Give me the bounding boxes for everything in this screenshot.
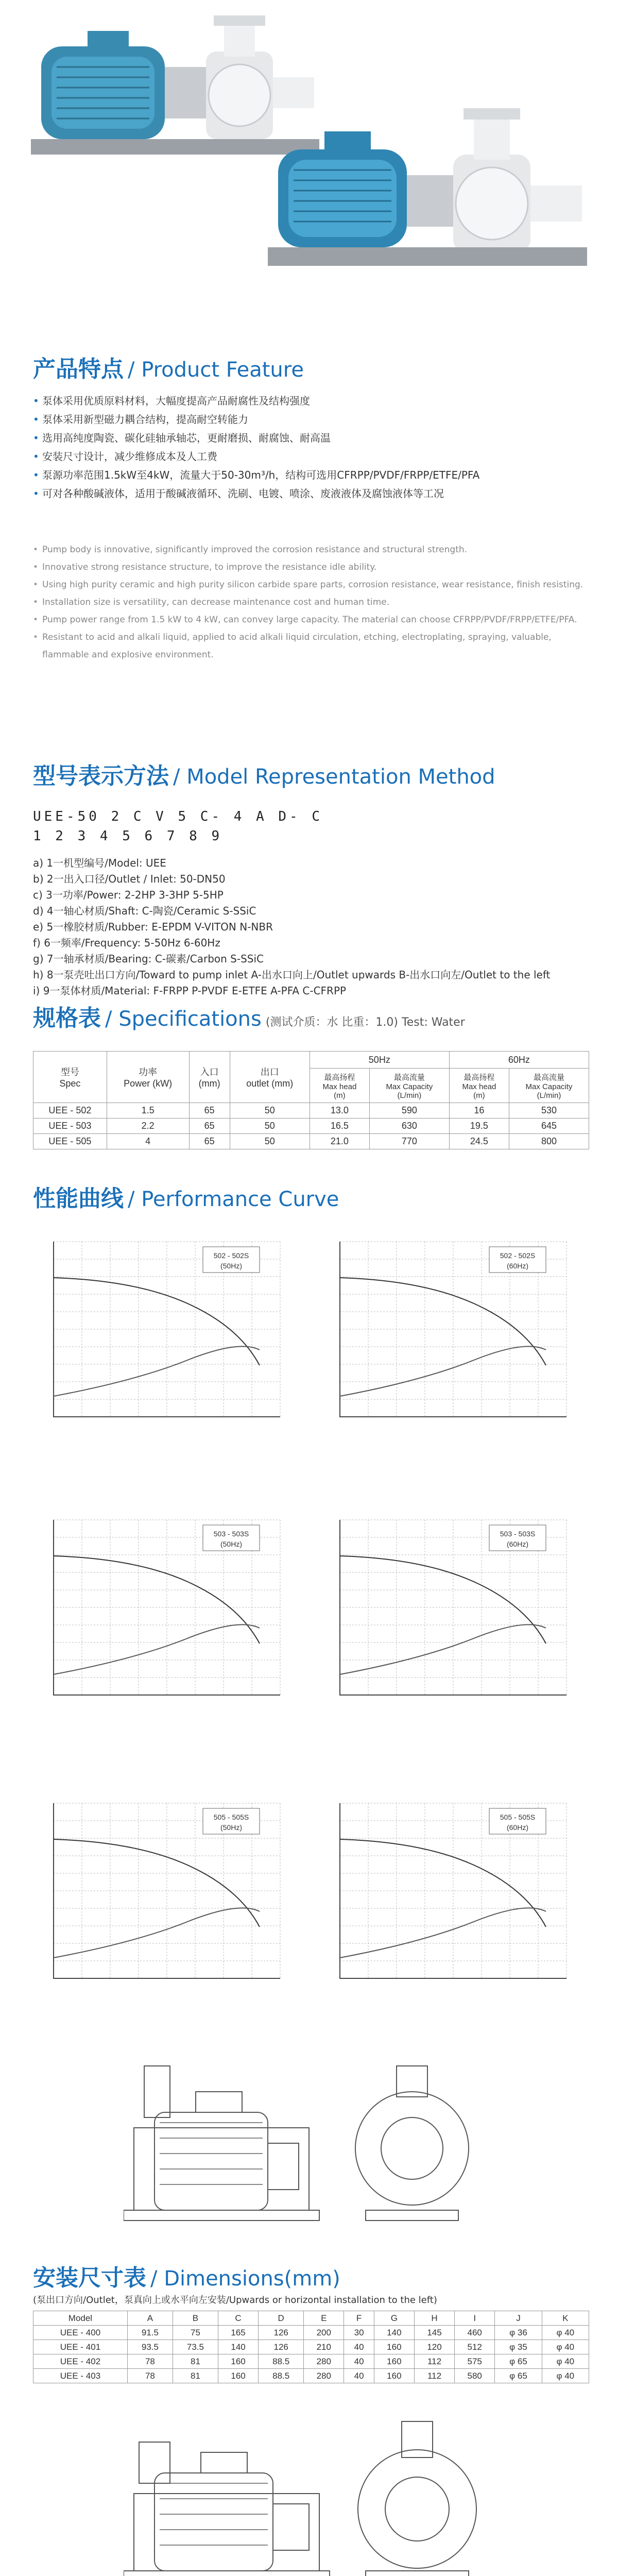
cell: 280 <box>304 2354 344 2369</box>
header-cell: Model <box>33 2311 128 2326</box>
cell: 2.2 <box>107 1118 189 1134</box>
table-row <box>33 1118 589 1134</box>
feature-item: • 泵源功率范围1.5kW至4kW，流量大于50-30m³/h，结构可选用CFRPP/PVDF/FRPP/ETFE/PFA <box>33 466 589 484</box>
cell: 16 <box>449 1103 509 1118</box>
cell: UEE - 400 <box>33 2326 128 2340</box>
power-curve <box>340 1346 546 1396</box>
curve-label: (60Hz) <box>506 1823 529 1832</box>
cell: 645 <box>509 1118 589 1134</box>
cell: 140 <box>218 2340 258 2354</box>
head-curve <box>340 1839 546 1927</box>
model-title: 型号表示方法 / Model Representation Method <box>33 763 495 789</box>
feature-item-en: • Pump body is innovative, significantly improved the corrosion resistance and structural strength. <box>33 541 589 558</box>
model-item: h) 8一泵壳吐出口方向/Toward to pump inlet A-出水口向上/Outlet upwards B-出水口向左/Outlet to the left <box>33 969 551 981</box>
feature-item: • 安装尺寸设计，减少维修成本及人工费 <box>33 447 589 466</box>
feature-item: • 选用高纯度陶瓷、碳化硅轴承轴芯，更耐磨损、耐腐蚀、耐高温 <box>33 429 589 447</box>
cell: UEE - 505 <box>33 1134 107 1149</box>
cell: φ 65 <box>495 2354 542 2369</box>
cell: 590 <box>369 1103 449 1118</box>
cell: 88.5 <box>259 2354 304 2369</box>
curve-label: 505 - 505S <box>500 1813 536 1821</box>
performance-curve-panel <box>319 1793 577 2004</box>
feature-item-en: • Pump power range from 1.5 kW to 4 kW, can convey large capacity. The material can choose CFRPP/PVDF/FRPP/ETFE/PFA. <box>33 611 589 629</box>
cell: 112 <box>414 2354 454 2369</box>
cell: 30 <box>344 2326 374 2340</box>
header-cell: C <box>218 2311 258 2326</box>
cell: 50 <box>230 1118 310 1134</box>
feature-item: • 泵体采用优质原料材料，大幅度提高产品耐腐性及结构强度 <box>33 392 589 410</box>
spec-header-model: 型号 Spec <box>33 1052 107 1103</box>
cell: 4 <box>107 1134 189 1149</box>
feature-list-en <box>33 541 589 664</box>
performance-curve-panel <box>33 1793 290 2004</box>
spec-header-cap: 最高流量 Max Capacity (L/min) <box>509 1069 589 1103</box>
cell: 65 <box>189 1134 230 1149</box>
dim1-subtitle: (泵出口方向/Outlet，泵真向上或水平向左安装/Upwards or horizontal installation to the left) <box>33 2295 437 2306</box>
cell: 50 <box>230 1103 310 1118</box>
cell: 580 <box>455 2369 495 2383</box>
feature-list-cn <box>33 392 589 503</box>
spec-title: 规格表 / Specifications (测试介质：水 比重：1.0) Test: Water <box>33 1005 465 1031</box>
spec-header-cap: 最高流量 Max Capacity (L/min) <box>369 1069 449 1103</box>
pump-drawing-1 <box>124 2056 515 2241</box>
curve-label: (60Hz) <box>506 1262 529 1270</box>
cell: 512 <box>455 2340 495 2354</box>
head-curve <box>54 1839 260 1927</box>
head-curve <box>54 1556 260 1643</box>
dim1-title: 安装尺寸表 / Dimensions(mm) <box>33 2265 340 2291</box>
header-cell: J <box>495 2311 542 2326</box>
spec-header-head: 最高扬程 Max head (m) <box>449 1069 509 1103</box>
power-curve <box>340 1908 546 1958</box>
cell: 210 <box>304 2340 344 2354</box>
feature-item: • 可对各种酸碱液体，适用于酸碱液循环、洗刷、电镀、喷涂、废液液体及腐蚀液体等工况 <box>33 484 589 503</box>
model-item: g) 7一轴承材质/Bearing: C-碳素/Carbon S-SSiC <box>33 953 264 965</box>
cell: 93.5 <box>127 2340 173 2354</box>
power-curve <box>54 1624 260 1674</box>
cell: 630 <box>369 1118 449 1134</box>
power-curve <box>54 1908 260 1958</box>
cell: 40 <box>344 2354 374 2369</box>
cell: 40 <box>344 2369 374 2383</box>
cell: 575 <box>455 2354 495 2369</box>
curve-label: (50Hz) <box>220 1262 243 1270</box>
model-item: d) 4一轴心材质/Shaft: C-陶瓷/Ceramic S-SSiC <box>33 905 256 917</box>
cell: 145 <box>414 2326 454 2340</box>
header-cell: H <box>414 2311 454 2326</box>
cell: 81 <box>173 2369 218 2383</box>
model-item: i) 9一泵体材质/Material: F-FRPP P-PVDF E-ETFE A-PFA C-CFRPP <box>33 985 347 997</box>
cell: φ 40 <box>542 2340 589 2354</box>
feature-title: 产品特点 / Product Feature <box>33 356 304 382</box>
cell: 50 <box>230 1134 310 1149</box>
header-cell: F <box>344 2311 374 2326</box>
cell: 78 <box>127 2354 173 2369</box>
curve-title: 性能曲线 / Performance Curve <box>33 1185 339 1212</box>
cell: φ 65 <box>495 2369 542 2383</box>
model-list <box>33 855 550 999</box>
cell: UEE - 502 <box>33 1103 107 1118</box>
dim1-table <box>33 2311 589 2383</box>
curve-label: 505 - 505S <box>213 1813 249 1821</box>
spec-header-inlet: 入口 (mm) <box>189 1052 230 1103</box>
cell: 126 <box>259 2340 304 2354</box>
cell: 140 <box>374 2326 414 2340</box>
performance-curve-panel <box>319 1231 577 1443</box>
cell: UEE - 403 <box>33 2369 128 2383</box>
feature-item-en: • Resistant to acid and alkali liquid, applied to acid alkali liquid circulation, etching, electroplating, spraying, valuable, flammable and explosive environment. <box>33 629 589 664</box>
cell: 770 <box>369 1134 449 1149</box>
table-row <box>33 1103 589 1118</box>
cell: 165 <box>218 2326 258 2340</box>
spec-table <box>33 1051 589 1149</box>
curve-label: (50Hz) <box>220 1823 243 1832</box>
cell: 1.5 <box>107 1103 189 1118</box>
cell: 65 <box>189 1118 230 1134</box>
curve-label: 503 - 503S <box>213 1530 249 1538</box>
cell: 16.5 <box>310 1118 369 1134</box>
spec-header-head: 最高扬程 Max head (m) <box>310 1069 369 1103</box>
feature-item: • 泵体采用新型磁力耦合结构，提高耐空转能力 <box>33 410 589 429</box>
cell: 19.5 <box>449 1118 509 1134</box>
head-curve <box>54 1278 260 1365</box>
cell: φ 35 <box>495 2340 542 2354</box>
cell: UEE - 503 <box>33 1118 107 1134</box>
cell: 21.0 <box>310 1134 369 1149</box>
model-code: UEE-50 2 C V 5 C- 4 A D- C <box>33 809 323 824</box>
model-index: 1 2 3 4 5 6 7 8 9 <box>33 828 223 844</box>
table-header-row <box>33 2311 589 2326</box>
cell: 78 <box>127 2369 173 2383</box>
cell: 112 <box>414 2369 454 2383</box>
cell: 160 <box>374 2340 414 2354</box>
cell: 160 <box>374 2369 414 2383</box>
cell: 160 <box>374 2354 414 2369</box>
model-item: c) 3一功率/Power: 2-2HP 3-3HP 5-5HP <box>33 889 224 901</box>
table-row <box>33 1134 589 1149</box>
cell: 88.5 <box>259 2369 304 2383</box>
feature-item-en: • Using high purity ceramic and high purity silicon carbide spare parts, corrosion resistance, wear resistance, finish resisting. <box>33 576 589 594</box>
performance-curve-panel <box>33 1510 290 1721</box>
power-curve <box>340 1624 546 1674</box>
header-cell: I <box>455 2311 495 2326</box>
head-curve <box>340 1556 546 1643</box>
model-item: f) 6一频率/Frequency: 5-50Hz 6-60Hz <box>33 937 220 949</box>
curve-label: (60Hz) <box>506 1540 529 1548</box>
cell: UEE - 401 <box>33 2340 128 2354</box>
performance-curve-panel <box>33 1231 290 1443</box>
cell: 91.5 <box>127 2326 173 2340</box>
curve-label: 503 - 503S <box>500 1530 536 1538</box>
cell: 160 <box>218 2354 258 2369</box>
header-cell: A <box>127 2311 173 2326</box>
header-cell: D <box>259 2311 304 2326</box>
model-item: b) 2一出入口径/Outlet / Inlet: 50-DN50 <box>33 873 226 885</box>
cell: 280 <box>304 2369 344 2383</box>
cell: φ 40 <box>542 2369 589 2383</box>
cell: φ 36 <box>495 2326 542 2340</box>
table-row <box>33 2369 589 2383</box>
pump-image-2 <box>268 108 587 266</box>
cell: φ 40 <box>542 2326 589 2340</box>
model-item: e) 5一橡胶材质/Rubber: E-EPDM V-VITON N-NBR <box>33 921 273 933</box>
spec-header-power: 功率 Power (kW) <box>107 1052 189 1103</box>
cell: 81 <box>173 2354 218 2369</box>
cell: 530 <box>509 1103 589 1118</box>
cell: 800 <box>509 1134 589 1149</box>
cell: 13.0 <box>310 1103 369 1118</box>
cell: φ 40 <box>542 2354 589 2369</box>
header-cell: B <box>173 2311 218 2326</box>
power-curve <box>54 1346 260 1396</box>
spec-header-60hz: 60Hz <box>449 1052 589 1069</box>
curve-label: 502 - 502S <box>213 1251 249 1260</box>
header-cell: K <box>542 2311 589 2326</box>
cell: 120 <box>414 2340 454 2354</box>
spec-header-50hz: 50Hz <box>310 1052 449 1069</box>
cell: 126 <box>259 2326 304 2340</box>
cell: UEE - 402 <box>33 2354 128 2369</box>
cell: 75 <box>173 2326 218 2340</box>
hero-pump-images <box>21 10 597 299</box>
pump-image-1 <box>31 15 319 155</box>
cell: 73.5 <box>173 2340 218 2354</box>
table-row <box>33 2326 589 2340</box>
feature-item-en: • Innovative strong resistance structure, to improve the resistance idle ability. <box>33 558 589 576</box>
curve-label: 502 - 502S <box>500 1251 536 1260</box>
spec-header-outlet: 出口 outlet (mm) <box>230 1052 310 1103</box>
model-item: a) 1一机型编号/Model: UEE <box>33 857 166 869</box>
pump-drawing-2 <box>124 2416 515 2576</box>
header-cell: G <box>374 2311 414 2326</box>
cell: 160 <box>218 2369 258 2383</box>
curve-label: (50Hz) <box>220 1540 243 1548</box>
header-cell: E <box>304 2311 344 2326</box>
head-curve <box>340 1278 546 1365</box>
performance-curve-panel <box>319 1510 577 1721</box>
cell: 460 <box>455 2326 495 2340</box>
cell: 65 <box>189 1103 230 1118</box>
table-row <box>33 2354 589 2369</box>
cell: 200 <box>304 2326 344 2340</box>
feature-item-en: • Installation size is versatility, can decrease maintenance cost and human time. <box>33 594 589 611</box>
table-row <box>33 2340 589 2354</box>
cell: 24.5 <box>449 1134 509 1149</box>
cell: 40 <box>344 2340 374 2354</box>
